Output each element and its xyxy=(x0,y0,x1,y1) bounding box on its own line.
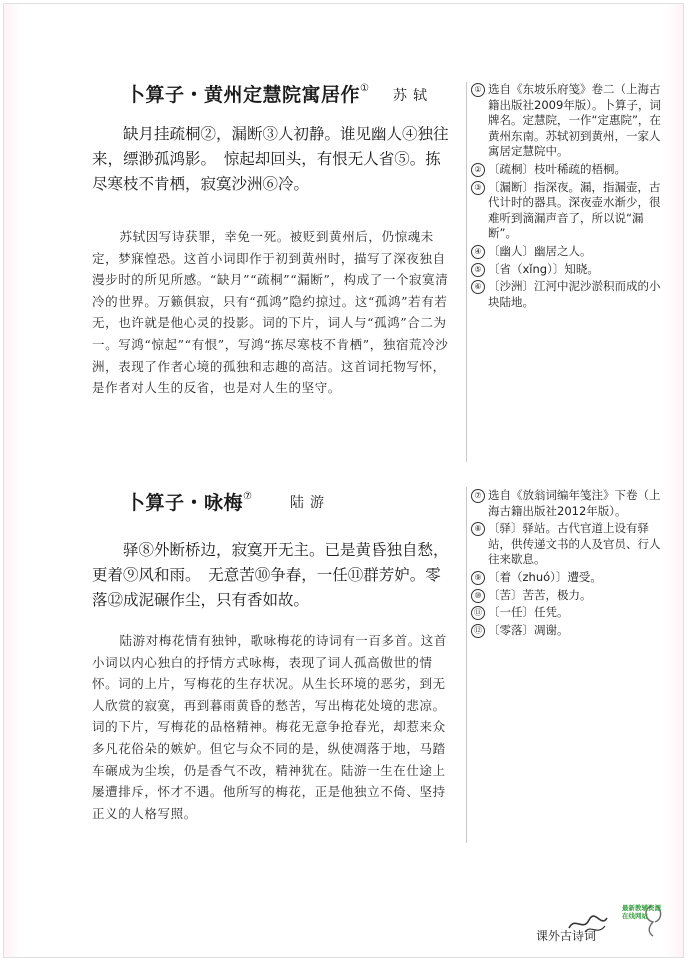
commentary: 陆游对梅花情有独钟，歌咏梅花的诗词有一百多首。这首小词以内心独白的抒情方式咏梅，表现了词人孤高傲世的情怀。词的上片，写梅花的生存状况。从生长环境的恶劣，到无人欣赏的寂寞，再到暮雨黄昏的愁苦，写出梅花处境的悲凉。词的下片，写梅花的品格精神。梅花无意争抢春光，却惹来众多凡花俗朵的嫉妒。但它与众不同的是，纵使凋落于地，马踏车碾成为尘埃，仍是香气不改，精神犹在。陆游一生在仕途上屡遭排斥，怀才不遇。他所写的梅花，正是他独立不倚、坚持正义的人格写照。 xyxy=(92,633,448,821)
footnote: ⑪ 〔一任〕任凭。 xyxy=(471,605,664,621)
footnote: ⑫ 〔零落〕凋谢。 xyxy=(471,623,664,639)
footnotes xyxy=(471,488,664,640)
commentary: 苏轼因写诗获罪，幸免一死。被贬到黄州后，仍惊魂未定，梦寐惶恐。这首小词即作于初到黄州时，描写了深夜独自漫步时的所见所感。“缺月”“疏桐”“漏断”，构成了一个寂寞清冷的世界。万籁俱寂，只有“孤鸿”隐约掠过。这“孤鸿”若有若无，也许就是他心灵的投影。词的下片，词人与“孤鸿”合二为一。写鸿“惊起”“有恨”，写鸿“拣尽寒枝不肯栖”，独宿荒冷沙洲，表现了作者心境的孤独和志趣的高洁。这首词托物写怀，是作者对人生的反省，也是对人生的坚守。 xyxy=(92,229,449,396)
footnote: ⑧ 〔驿〕驿站。古代官道上设有驿站，供传递文书的人及官员、行人往来歇息。 xyxy=(471,521,664,568)
footer-section-label: 课外古诗词 xyxy=(536,929,597,943)
footnote: ⑦ 选自《放翁词编年笺注》下卷（上海古籍出版社2012年版）。 xyxy=(471,488,664,519)
poem-author: 苏轼 xyxy=(393,88,433,104)
footnote: ③ 〔漏断〕指深夜。漏，指漏壶，古代计时的器具。深夜壶水渐少，很难听到滴漏声音了，所以说“漏断”。 xyxy=(471,180,664,242)
footnotes xyxy=(471,82,664,312)
footnote: ⑤ 〔省（xǐng）〕知晓。 xyxy=(471,262,664,278)
column-divider xyxy=(466,82,467,462)
note-ref: ⑦ xyxy=(243,490,253,502)
poem-author: 陆游 xyxy=(290,495,330,511)
footnote: ② 〔疏桐〕枝叶稀疏的梧桐。 xyxy=(471,162,664,178)
footnote: ⑩ 〔苦〕苦苦，极力。 xyxy=(471,588,664,604)
poem-text: 驿⑧外断桥边，寂寞开无主。已是黄昏独自愁，更着⑨风和雨。 无意苦⑩争春，一任⑪群芳妒。零落⑫成泥碾作尘，只有香如故。 xyxy=(92,541,449,609)
footnote: ⑥ 〔沙洲〕江河中泥沙淤积而成的小块陆地。 xyxy=(471,279,664,310)
footnote: ④ 〔幽人〕幽居之人。 xyxy=(471,244,664,260)
poem-text: 缺月挂疏桐②，漏断③人初静。谁见幽人④独往来，缥渺孤鸿影。 惊起却回头，有恨无人省⑤。拣尽寒枝不肯栖，寂寞沙洲⑥冷。 xyxy=(92,125,449,193)
watermark-text: 最新教辅资源在线网站 xyxy=(622,904,661,920)
poem-title: 卜算子・咏梅⑦ xyxy=(126,490,253,514)
note-ref: ① xyxy=(360,82,370,94)
footnote: ⑨ 〔着（zhuó）〕遭受。 xyxy=(471,570,664,586)
column-divider xyxy=(466,487,467,843)
footnote: ① 选自《东坡乐府笺》卷二（上海古籍出版社2009年版）。卜算子，词牌名。定慧院，一作“定惠院”，在黄州东南。苏轼初到黄州，一家人寓居定慧院中。 xyxy=(471,82,664,160)
poem-title: 卜算子・黄州定慧院寓居作① xyxy=(126,82,370,106)
